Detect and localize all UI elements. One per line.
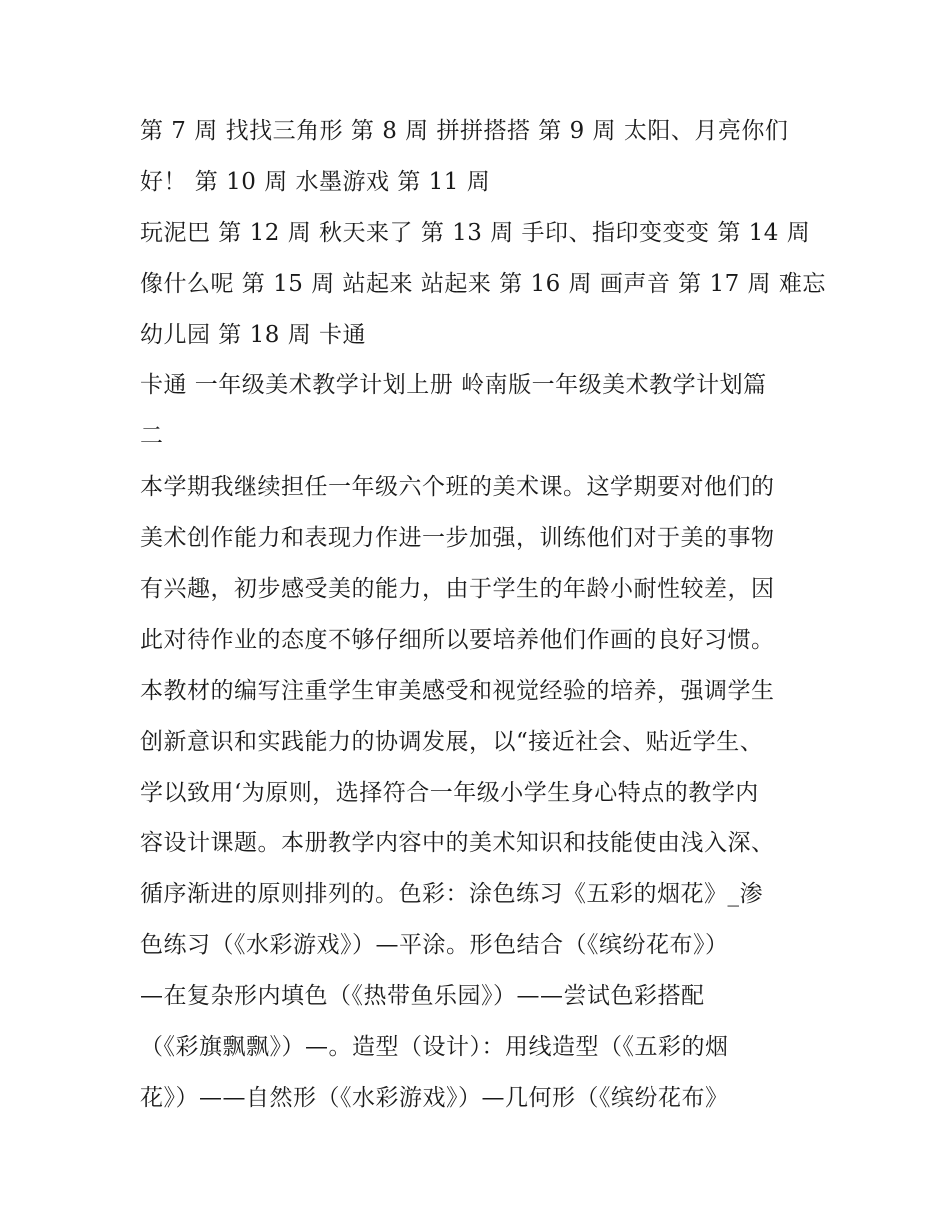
text-line: （《彩旗飘飘》）—。造型（设计）：用线造型（《五彩的烟 bbox=[140, 1034, 729, 1061]
text-line: 创新意识和实践能力的协调发展，以“接近社会、贴近学生、 bbox=[140, 728, 764, 755]
text-line: 第 7 周 找找三角形 第 8 周 拼拼搭搭 第 9 周 太阳、月亮你们 bbox=[140, 118, 789, 144]
text-line: 容设计课题。本册教学内容中的美术知识和技能使由浅入深、 bbox=[140, 830, 775, 857]
text-line: 色练习（《水彩游戏》）—平涂。形色结合（《缤纷花布》） bbox=[140, 932, 729, 959]
text-line: 学以致用‘为原则，选择符合一年级小学生身心特点的教学内 bbox=[140, 779, 759, 806]
text-line: —在复杂形内填色（《热带鱼乐园》）——尝试色彩搭配 bbox=[140, 983, 705, 1010]
text-line: 幼儿园 第 18 周 卡通 bbox=[140, 321, 367, 348]
text-line: 本教材的编写注重学生审美感受和视觉经验的培养，强调学生 bbox=[140, 677, 775, 704]
text-line: 二 bbox=[140, 423, 164, 450]
document-body bbox=[140, 106, 830, 1124]
text-line: 像什么呢 第 15 周 站起来 站起来 第 16 周 画声音 第 17 周 难忘 bbox=[140, 270, 826, 297]
text-line: 此对待作业的态度不够仔细所以要培养他们作画的良好习惯。 bbox=[140, 626, 775, 653]
text-line: 花》）——自然形（《水彩游戏》）—几何形（《缤纷花布》 bbox=[140, 1084, 729, 1111]
text-line: 有兴趣，初步感受美的能力，由于学生的年龄小耐性较差，因 bbox=[140, 576, 775, 603]
text-line: 玩泥巴 第 12 周 秋天来了 第 13 周 手印、指印变变变 第 14 周 bbox=[140, 219, 811, 246]
text-line: 美术创作能力和表现力作进一步加强，训练他们对于美的事物 bbox=[140, 525, 775, 552]
text-line: 好！ 第 10 周 水墨游戏 第 11 周 bbox=[140, 168, 491, 195]
text-line: 循序渐进的原则排列的。色彩：涂色练习《五彩的烟花》_渗 bbox=[140, 881, 763, 908]
text-line: 卡通 一年级美术教学计划上册 岭南版一年级美术教学计划篇 bbox=[140, 372, 767, 399]
text-line: 本学期我继续担任一年级六个班的美术课。这学期要对他们的 bbox=[140, 474, 775, 501]
